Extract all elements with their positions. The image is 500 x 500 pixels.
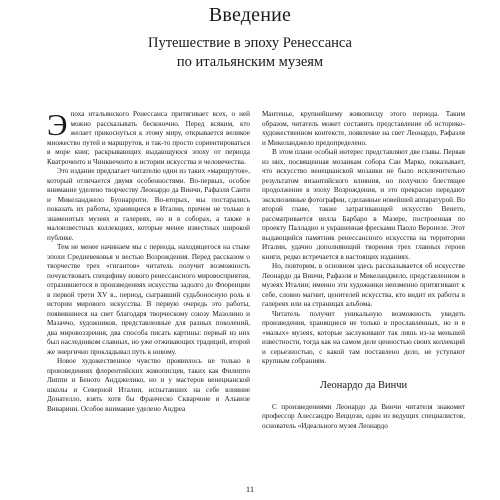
chapter-title: Введение <box>208 4 292 26</box>
body-paragraph: Но, повторим, в основном здесь рассказывается об искусстве Леонардо да Винчи, Рафаэля и Микеланджело, представленном в музеях Италии; именно эти художники неизменно притягивают к себе, словно магнит, ценителей искусства, кто видит их работы в галереях или на страницах альбома. <box>262 262 465 308</box>
subtitle-line-1: Путешествие в эпоху Ренессанса <box>148 35 352 51</box>
chapter-subtitle <box>60 34 440 72</box>
body-paragraph: В этом плане особый интерес представляют две главы. Первая из них, посвященная мозаикам собора Сан Марко, показывает, что искусство венецианской мозаики не было исключительно результатом византийского влияния, но получило блестящее продолжение в эпоху Возрождения, и это прекрасно передают эксклюзивные фотографии, сделанные новейшей аппаратурой. Во второй главе, также затрагивающей искусство Венето, рассматривается вилла Барбаро в Мазере, построенная по проекту Палладио и украшенная фресками Паоло Веронезе. Этот выдающийся памятник ренессансного искусства на территории Италии, удачно дополняющий творения трех главных героев книги, редко встречается в настоящих изданиях. <box>262 148 465 261</box>
paragraph-text: поха итальянского Ренессанса притягивает всех, о ней можно рассказывать бесконечно. Перед всяким, кто желает прикоснуться к этому миру, открывается великое множество путей и маршрутов, и так-то просто сориентироваться в море книг, раскрывающих выдающуюся эпоху от периода Кватроченто и Чинквеченто в истории искусства и человечества. <box>47 110 250 166</box>
body-paragraph: Это издание предлагает читателю одни из таких «маршрутов», который отличается двумя особенностями. Во-первых, особое внимание уделено творчеству Леонардо да Винчи, Рафаэля Санти и Микеланджело Буонарроти. Во-вторых, мы постарались показать их работы, хранящиеся в Италии, причем не только в знаменитых музеях и галереях, но и в соборах, а также в малоизвестных коллекциях, которые менее известных широкой публике. <box>47 167 250 242</box>
left-text-column <box>47 107 250 414</box>
section-paragraph: С произведениями Леонардо да Винчи читателя знакомит профессор Алессандро Веццози, один из ведущих специалистов, основатель «Идеального музея Леонардо <box>262 402 465 430</box>
section-heading: Леонардо да Винчи <box>319 379 408 391</box>
body-paragraph: Читатель получит уникальную возможность увидеть произведения, хранящиеся не только в прославленных, но и в «малых» музеях, которые заслуживают так лишь из-за меньшей известности, тогда как на самом деле ценностью своих коллекций и серьезностью, с какой там поставлено дело, не уступают крупным собраниям. <box>262 309 465 365</box>
subtitle-line-2: по итальянским музеям <box>176 54 324 70</box>
continued-paragraph: Мантенье, крупнейшему живописцу этого периода. Таким образом, читатель может составить представление об историко-художественном контексте, появление на свет Леонардо, Рафаэля и Микеланджело предопределено. <box>262 110 465 147</box>
drop-cap: Э <box>47 107 68 142</box>
page-number: 11 <box>245 484 255 494</box>
intro-paragraph <box>47 107 250 167</box>
right-text-column <box>262 110 465 431</box>
body-paragraph: Новое художественное чувство проявилось не только в произведениях флорентийских живописцев, таких как Филиппо Липпи и Беното Андджелико, но и у мастеров венецианской школы и Северной Италии, испытавших на себе влияние Донателло, взять хотя бы Франческо Скварчоне и Альвизе Виварини. Особое внимание уделено Андреа <box>47 357 250 413</box>
body-paragraph: Тем не менее начинаем мы с периода, находящегося на стыке эпохи Средневековья и вестью Возрождения. Перед рассказом о творчестве трех «гигантов» читатель получит возможность почувствовать специфику нового ренессансного мировосприятия, отразившегося в произведениях искусства задолго до Флоренции в первой трети XV в., период, сыгравший судьбоносную роль в истории мирового искусства. В первую очередь это работы, появившиеся на свет благодаря творческому союзу Мазолино и Мазаччо, художников, представленные для разных поколений, два мировоззрения, два способа писать картины: первый из них был наследником славных, но уже отживающих традиций, второй же энергично прокладывал путь к новому. <box>47 243 250 356</box>
